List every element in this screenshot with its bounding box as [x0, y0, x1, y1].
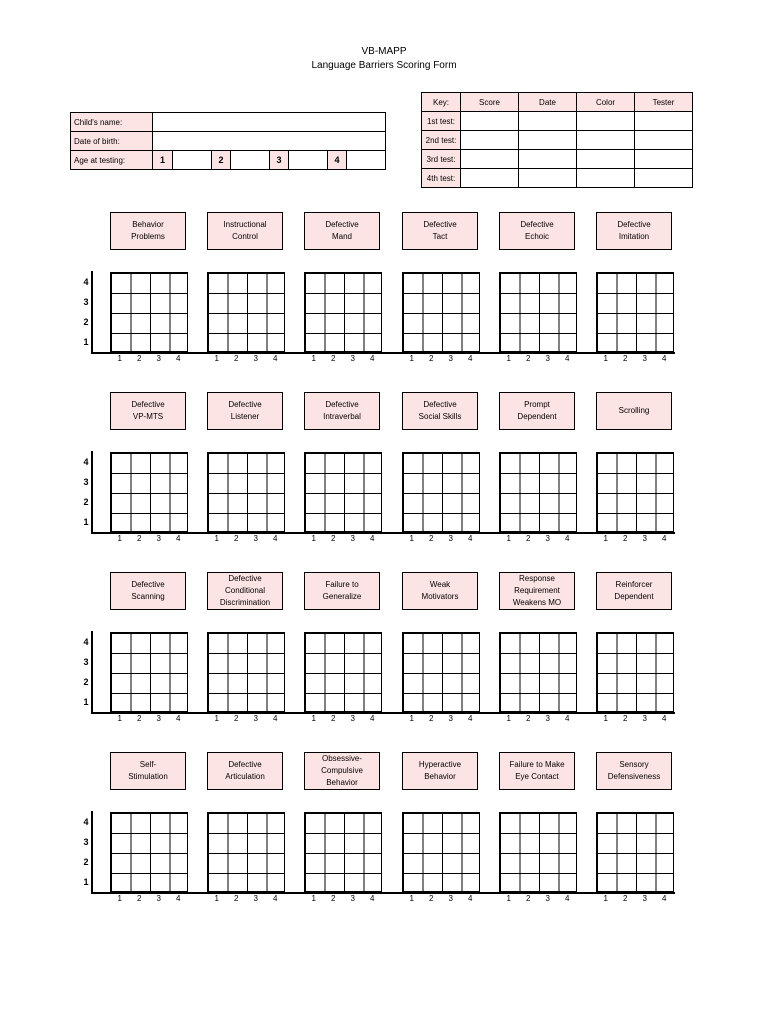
- y-tick-label: 2: [83, 677, 89, 687]
- x-tick-label: 1: [409, 894, 414, 903]
- age-number-3: 3: [269, 151, 288, 169]
- y-tick-label: 4: [83, 637, 89, 647]
- score-grid[interactable]: [207, 272, 285, 352]
- key-cell[interactable]: [577, 112, 635, 131]
- x-tick-label: 4: [176, 534, 181, 543]
- age-cells: [153, 151, 386, 170]
- score-grid[interactable]: [110, 812, 188, 892]
- x-tick-label: 2: [526, 354, 531, 363]
- x-tick-label: 4: [662, 534, 667, 543]
- x-tick-label: 1: [117, 714, 122, 723]
- age-field-2[interactable]: [230, 151, 269, 169]
- key-cell[interactable]: [577, 150, 635, 169]
- key-header: Score: [461, 93, 519, 112]
- score-grid[interactable]: [207, 452, 285, 532]
- age-number-2: 2: [211, 151, 230, 169]
- x-tick-label: 3: [642, 534, 647, 543]
- x-axis-line: [91, 712, 675, 714]
- score-grid[interactable]: [304, 272, 382, 352]
- x-tick-label: 4: [273, 534, 278, 543]
- x-axis-line: [91, 532, 675, 534]
- y-tick-label: 1: [83, 697, 89, 707]
- x-tick-label: 2: [526, 714, 531, 723]
- dob-label: Date of birth:: [71, 132, 153, 151]
- barrier-label: Failure to Make Eye Contact: [499, 752, 575, 790]
- y-tick-label: 3: [83, 477, 89, 487]
- x-tick-label: 3: [642, 354, 647, 363]
- x-tick-label: 3: [156, 354, 161, 363]
- y-tick-label: 4: [83, 277, 89, 287]
- x-tick-label: 2: [623, 894, 628, 903]
- barrier-label: Instructional Control: [207, 212, 283, 250]
- score-grid[interactable]: [499, 452, 577, 532]
- x-tick-label: 3: [448, 894, 453, 903]
- score-grid[interactable]: [304, 632, 382, 712]
- score-grid[interactable]: [402, 812, 480, 892]
- score-grid[interactable]: [402, 272, 480, 352]
- x-tick-label: 2: [234, 354, 239, 363]
- key-cell[interactable]: [635, 169, 693, 188]
- barrier-label: Defective Articulation: [207, 752, 283, 790]
- x-tick-label: 1: [214, 714, 219, 723]
- x-tick-label: 3: [350, 894, 355, 903]
- x-tick-label: 1: [311, 714, 316, 723]
- x-tick-label: 2: [331, 714, 336, 723]
- x-tick-label: 2: [429, 354, 434, 363]
- score-grid[interactable]: [304, 812, 382, 892]
- score-grid[interactable]: [499, 632, 577, 712]
- x-tick-label: 2: [234, 534, 239, 543]
- x-tick-label: 3: [156, 894, 161, 903]
- barrier-label: Defective Listener: [207, 392, 283, 430]
- barrier-label: Failure to Generalize: [304, 572, 380, 610]
- x-tick-label: 4: [662, 354, 667, 363]
- barrier-label: Obsessive- Compulsive Behavior: [304, 752, 380, 790]
- age-number-4: 4: [327, 151, 346, 169]
- y-tick-label: 4: [83, 457, 89, 467]
- age-label: Age at testing:: [71, 151, 153, 170]
- key-cell[interactable]: [519, 169, 577, 188]
- child-info-table: [70, 112, 386, 170]
- form-title: VB-MAPP: [361, 46, 407, 57]
- key-cell[interactable]: [519, 131, 577, 150]
- x-axis-line: [91, 892, 675, 894]
- barrier-label: Defective VP-MTS: [110, 392, 186, 430]
- age-field-1[interactable]: [172, 151, 211, 169]
- x-tick-label: 4: [273, 354, 278, 363]
- key-cell[interactable]: [635, 131, 693, 150]
- x-tick-label: 4: [370, 894, 375, 903]
- key-cell[interactable]: [461, 131, 519, 150]
- barrier-label: Defective Imitation: [596, 212, 672, 250]
- barrier-label: Defective Mand: [304, 212, 380, 250]
- x-tick-label: 3: [545, 534, 550, 543]
- key-row-label: 2nd test:: [422, 131, 461, 150]
- y-tick-label: 2: [83, 497, 89, 507]
- score-grid[interactable]: [110, 452, 188, 532]
- x-tick-label: 4: [370, 714, 375, 723]
- x-tick-label: 3: [350, 534, 355, 543]
- score-grid[interactable]: [110, 272, 188, 352]
- age-number-1: 1: [153, 151, 172, 169]
- x-tick-label: 2: [623, 534, 628, 543]
- x-tick-label: 3: [545, 714, 550, 723]
- child-name-label: Child's name:: [71, 113, 153, 132]
- x-tick-label: 3: [253, 894, 258, 903]
- age-field-3[interactable]: [288, 151, 327, 169]
- barrier-label: Defective Social Skills: [402, 392, 478, 430]
- x-tick-label: 3: [156, 714, 161, 723]
- y-axis-line: [91, 631, 93, 713]
- barrier-label: Response Requirement Weakens MO: [499, 572, 575, 610]
- y-tick-label: 3: [83, 657, 89, 667]
- barrier-label: Defective Tact: [402, 212, 478, 250]
- x-tick-label: 4: [565, 714, 570, 723]
- y-tick-label: 1: [83, 517, 89, 527]
- x-tick-label: 3: [156, 534, 161, 543]
- x-tick-label: 1: [117, 534, 122, 543]
- key-table: [421, 92, 693, 188]
- key-cell[interactable]: [519, 150, 577, 169]
- score-grid[interactable]: [207, 812, 285, 892]
- x-tick-label: 3: [448, 534, 453, 543]
- x-tick-label: 4: [273, 714, 278, 723]
- x-tick-label: 1: [603, 894, 608, 903]
- child-name-field[interactable]: [153, 113, 386, 132]
- x-tick-label: 1: [214, 894, 219, 903]
- form-subtitle: Language Barriers Scoring Form: [311, 60, 457, 71]
- y-tick-label: 2: [83, 857, 89, 867]
- key-header: Color: [577, 93, 635, 112]
- x-tick-label: 2: [137, 714, 142, 723]
- x-tick-label: 1: [603, 534, 608, 543]
- x-tick-label: 4: [565, 894, 570, 903]
- score-grid[interactable]: [499, 272, 577, 352]
- barrier-label: Defective Scanning: [110, 572, 186, 610]
- barrier-label: Scrolling: [596, 392, 672, 430]
- x-tick-label: 1: [506, 714, 511, 723]
- x-tick-label: 4: [468, 534, 473, 543]
- x-tick-label: 3: [350, 354, 355, 363]
- x-tick-label: 1: [603, 714, 608, 723]
- key-cell[interactable]: [577, 169, 635, 188]
- x-tick-label: 1: [214, 534, 219, 543]
- x-tick-label: 2: [331, 894, 336, 903]
- x-tick-label: 3: [253, 354, 258, 363]
- x-tick-label: 1: [506, 354, 511, 363]
- x-tick-label: 3: [642, 894, 647, 903]
- x-tick-label: 1: [117, 354, 122, 363]
- x-tick-label: 2: [137, 354, 142, 363]
- x-tick-label: 1: [117, 894, 122, 903]
- score-grid[interactable]: [207, 632, 285, 712]
- x-tick-label: 2: [137, 894, 142, 903]
- score-grid[interactable]: [402, 452, 480, 532]
- y-tick-label: 3: [83, 297, 89, 307]
- x-tick-label: 4: [176, 354, 181, 363]
- score-grid[interactable]: [110, 632, 188, 712]
- barrier-label: Behavior Problems: [110, 212, 186, 250]
- key-header: Date: [519, 93, 577, 112]
- x-tick-label: 3: [545, 894, 550, 903]
- key-cell[interactable]: [461, 150, 519, 169]
- y-tick-label: 3: [83, 837, 89, 847]
- key-header: Tester: [635, 93, 693, 112]
- key-row-label: 3rd test:: [422, 150, 461, 169]
- x-tick-label: 2: [623, 354, 628, 363]
- x-tick-label: 4: [273, 894, 278, 903]
- x-tick-label: 1: [311, 894, 316, 903]
- x-tick-label: 4: [468, 714, 473, 723]
- x-tick-label: 1: [409, 714, 414, 723]
- key-header: Key:: [422, 93, 461, 112]
- x-tick-label: 1: [506, 534, 511, 543]
- x-tick-label: 1: [409, 354, 414, 363]
- key-cell[interactable]: [461, 169, 519, 188]
- x-tick-label: 2: [526, 894, 531, 903]
- key-row-label: 4th test:: [422, 169, 461, 188]
- key-cell[interactable]: [635, 112, 693, 131]
- score-grid[interactable]: [596, 632, 674, 712]
- dob-field[interactable]: [153, 132, 386, 151]
- x-tick-label: 3: [350, 714, 355, 723]
- score-grid[interactable]: [499, 812, 577, 892]
- y-tick-label: 2: [83, 317, 89, 327]
- x-tick-label: 4: [662, 714, 667, 723]
- x-axis-line: [91, 352, 675, 354]
- x-tick-label: 4: [370, 534, 375, 543]
- score-grid[interactable]: [596, 812, 674, 892]
- barrier-label: Self- Stimulation: [110, 752, 186, 790]
- y-axis-line: [91, 811, 93, 893]
- x-tick-label: 3: [448, 714, 453, 723]
- barrier-label: Defective Intraverbal: [304, 392, 380, 430]
- x-tick-label: 2: [526, 534, 531, 543]
- x-tick-label: 3: [253, 534, 258, 543]
- y-axis-line: [91, 451, 93, 533]
- x-tick-label: 2: [331, 354, 336, 363]
- y-tick-label: 1: [83, 337, 89, 347]
- score-grid[interactable]: [596, 272, 674, 352]
- key-row-label: 1st test:: [422, 112, 461, 131]
- x-tick-label: 1: [506, 894, 511, 903]
- x-tick-label: 2: [234, 894, 239, 903]
- y-tick-label: 4: [83, 817, 89, 827]
- barrier-label: Defective Conditional Discrimination: [207, 572, 283, 610]
- x-tick-label: 4: [565, 354, 570, 363]
- score-grid[interactable]: [402, 632, 480, 712]
- x-tick-label: 4: [468, 894, 473, 903]
- x-tick-label: 4: [662, 894, 667, 903]
- x-tick-label: 1: [214, 354, 219, 363]
- score-grid[interactable]: [304, 452, 382, 532]
- x-tick-label: 1: [311, 354, 316, 363]
- age-field-4[interactable]: [346, 151, 384, 169]
- x-tick-label: 4: [176, 714, 181, 723]
- x-tick-label: 3: [545, 354, 550, 363]
- y-axis-line: [91, 271, 93, 353]
- key-cell[interactable]: [461, 112, 519, 131]
- y-tick-label: 1: [83, 877, 89, 887]
- barrier-label: Defective Echoic: [499, 212, 575, 250]
- key-cell[interactable]: [577, 131, 635, 150]
- x-tick-label: 2: [429, 714, 434, 723]
- x-tick-label: 2: [331, 534, 336, 543]
- barrier-label: Prompt Dependent: [499, 392, 575, 430]
- x-tick-label: 4: [176, 894, 181, 903]
- x-tick-label: 2: [623, 714, 628, 723]
- key-cell[interactable]: [519, 112, 577, 131]
- x-tick-label: 1: [603, 354, 608, 363]
- barrier-label: Weak Motivators: [402, 572, 478, 610]
- x-tick-label: 4: [370, 354, 375, 363]
- x-tick-label: 2: [429, 534, 434, 543]
- barrier-label: Sensory Defensiveness: [596, 752, 672, 790]
- x-tick-label: 2: [137, 534, 142, 543]
- x-tick-label: 2: [234, 714, 239, 723]
- key-cell[interactable]: [635, 150, 693, 169]
- barrier-label: Reinforcer Dependent: [596, 572, 672, 610]
- x-tick-label: 1: [311, 534, 316, 543]
- x-tick-label: 3: [253, 714, 258, 723]
- x-tick-label: 4: [565, 534, 570, 543]
- score-grid[interactable]: [596, 452, 674, 532]
- x-tick-label: 3: [642, 714, 647, 723]
- barrier-label: Hyperactive Behavior: [402, 752, 478, 790]
- x-tick-label: 3: [448, 354, 453, 363]
- x-tick-label: 1: [409, 534, 414, 543]
- x-tick-label: 2: [429, 894, 434, 903]
- x-tick-label: 4: [468, 354, 473, 363]
